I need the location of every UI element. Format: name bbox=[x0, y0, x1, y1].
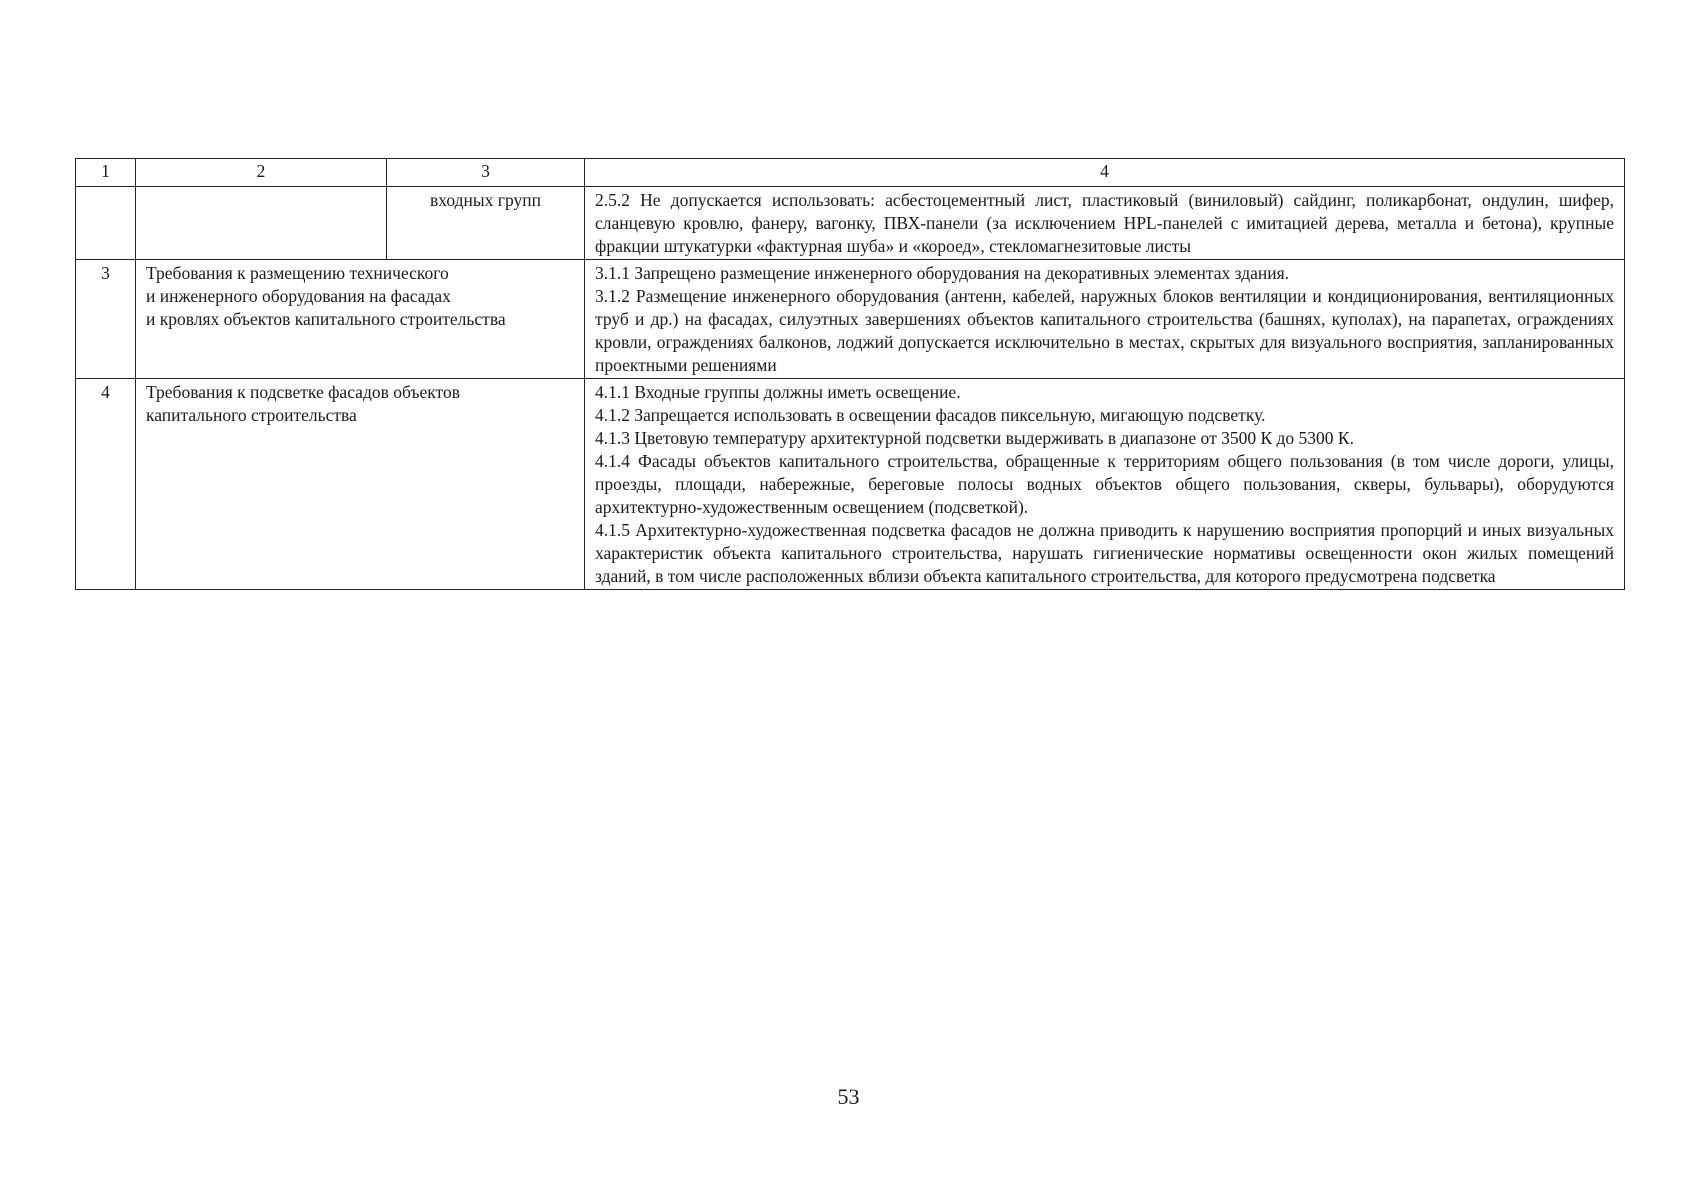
row-cont-number bbox=[76, 187, 136, 260]
requirement-item: 3.1.2 Размещение инженерного оборудования (антенн, кабелей, наружных блоков вентиляции и кондиционирования, вентиляционных труб и др.) на фасадах, силуэтных завершениях объектов капитального строительства (башнях, куполах), на парапетах, ограждениях кровли, ограждениях балконов, лоджий допускается исключительно в местах, скрытых для визуального восприятия, запланированных проектными решениями bbox=[595, 286, 1614, 375]
requirement-item: 4.1.2 Запрещается использовать в освещении фасадов пиксельную, мигающую подсветку. bbox=[595, 405, 1266, 425]
row-cont-requirements bbox=[585, 187, 1625, 260]
column-number-2: 2 bbox=[136, 159, 387, 187]
row-4-title-line: Требования к подсветке фасадов объектов bbox=[146, 382, 460, 402]
row-cont-title bbox=[136, 187, 387, 260]
row-4-number: 4 bbox=[76, 379, 136, 590]
column-number-row bbox=[76, 159, 1625, 187]
column-number-4: 4 bbox=[585, 159, 1625, 187]
table-row-continuation bbox=[76, 187, 1625, 260]
row-3-requirements bbox=[585, 260, 1625, 379]
requirement-item: 4.1.5 Архитектурно-художественная подсветка фасадов не должна приводить к нарушению восприятия пропорций и иных визуальных характеристик объекта капитального строительства, нарушать гигиенические нормативы освещенности окон жилых помещений зданий, в том числе расположенных вблизи объекта капитального строительства, для которого предусмотрена подсветка bbox=[595, 520, 1614, 586]
requirement-item: 4.1.4 Фасады объектов капитального строительства, обращенные к территориям общего пользования (в том числе дороги, улицы, проезды, площади, набережные, береговые полосы водных объектов общего пользования, скверы, бульвары), оборудуются архитектурно-художественным освещением (подсветкой). bbox=[595, 451, 1614, 517]
column-number-3: 3 bbox=[387, 159, 585, 187]
row-4-title-line: капитального строительства bbox=[146, 405, 357, 425]
page-number: 53 bbox=[837, 1084, 860, 1109]
table-row-4 bbox=[76, 379, 1625, 590]
row-3-title-line: Требования к размещению технического bbox=[146, 263, 449, 283]
requirement-item: 2.5.2 Не допускается использовать: асбестоцементный лист, пластиковый (виниловый) сайдинг, поликарбонат, ондулин, шифер, сланцевую кровлю, фанеру, вагонку, ПВХ-панели (за исключением HPL-панелей с имитацией дерева, металла и бетона), крупные фракции штукатурки «фактурная шуба» и «короед», стекломагнезитовые листы bbox=[595, 190, 1614, 256]
row-4-title bbox=[136, 379, 585, 590]
column-number-1: 1 bbox=[76, 159, 136, 187]
requirement-item: 3.1.1 Запрещено размещение инженерного оборудования на декоративных элементах здания. bbox=[595, 263, 1290, 283]
row-3-number: 3 bbox=[76, 260, 136, 379]
table-row-3 bbox=[76, 260, 1625, 379]
requirement-item: 4.1.3 Цветовую температуру архитектурной подсветки выдерживать в диапазоне от 3500 К до 5300 К. bbox=[595, 428, 1354, 448]
requirement-item: 4.1.1 Входные группы должны иметь освещение. bbox=[595, 382, 961, 402]
requirements-table bbox=[75, 158, 1625, 590]
row-cont-subject: входных групп bbox=[387, 187, 585, 260]
row-3-title-line: и кровлях объектов капитального строительства bbox=[146, 309, 506, 329]
row-4-requirements bbox=[585, 379, 1625, 590]
row-3-title bbox=[136, 260, 585, 379]
row-3-title-line: и инженерного оборудования на фасадах bbox=[146, 286, 451, 306]
